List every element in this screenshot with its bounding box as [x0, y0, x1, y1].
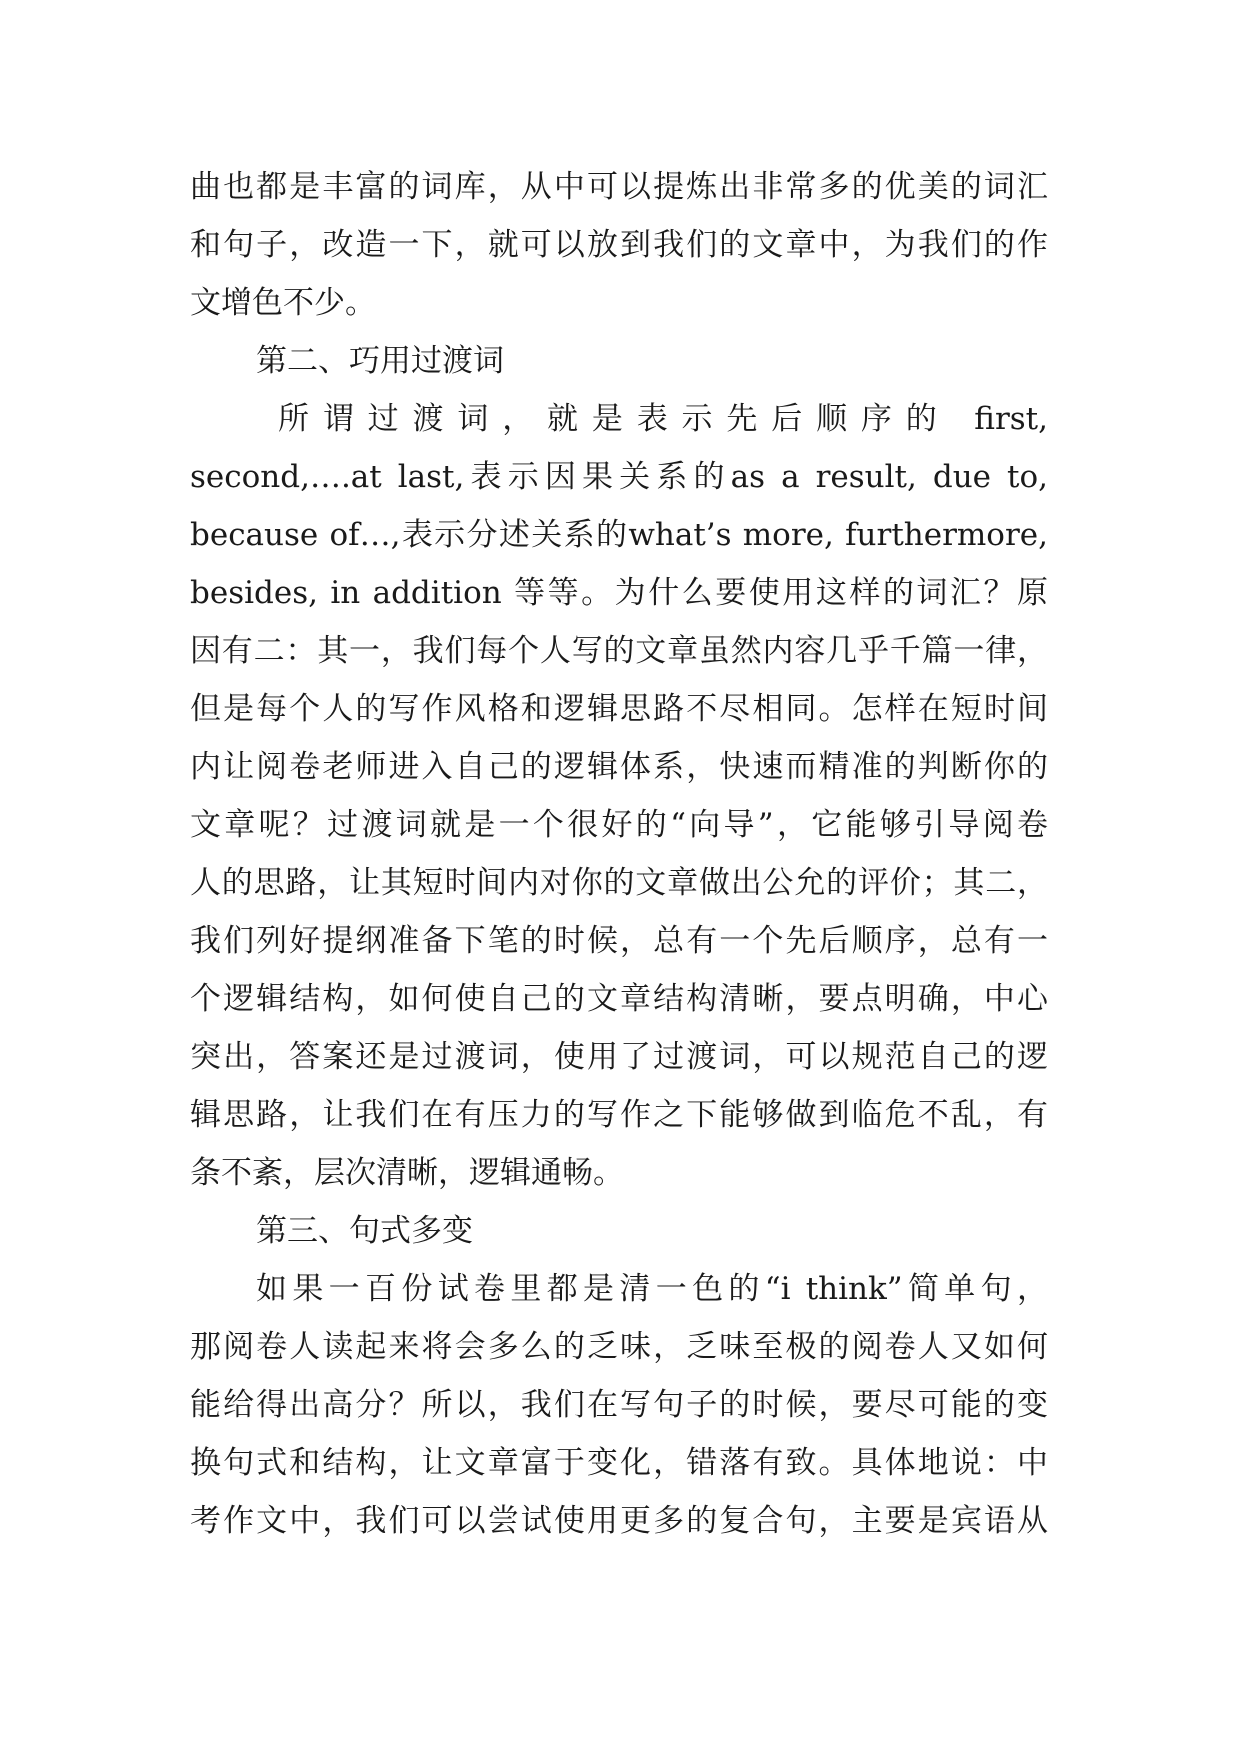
text-line: second,….at last,表示因果关系的as a result, due to, [190, 459, 1048, 495]
section-heading-3: 第三、句式多变 [256, 1213, 473, 1249]
text-line: 文增色不少。 [190, 285, 376, 321]
text-line: 但是每个人的写作风格和逻辑思路不尽相同。怎样在短时间 [190, 691, 1048, 727]
text-line: 辑思路，让我们在有压力的写作之下能够做到临危不乱，有 [190, 1097, 1048, 1133]
text-line: 和句子，改造一下，就可以放到我们的文章中，为我们的作 [190, 227, 1048, 263]
text-line: 所谓过渡词，就是表示先后顺序的 first, [278, 401, 1048, 437]
text-line: 文章呢？过渡词就是一个很好的“向导”，它能够引导阅卷 [190, 807, 1048, 843]
text-line: 换句式和结构，让文章富于变化，错落有致。具体地说：中 [190, 1445, 1048, 1481]
text-line: 因有二：其一，我们每个人写的文章虽然内容几乎千篇一律， [190, 633, 1048, 669]
text-line: 个逻辑结构，如何使自己的文章结构清晰，要点明确，中心 [190, 981, 1048, 1017]
text-line: 如果一百份试卷里都是清一色的“i think”简单句， [256, 1271, 1048, 1307]
text-line: because of…,表示分述关系的what’s more, furthermore, [190, 517, 1048, 553]
text-line: 人的思路，让其短时间内对你的文章做出公允的评价；其二， [190, 865, 1048, 901]
text-line: 条不紊，层次清晰，逻辑通畅。 [190, 1155, 624, 1191]
document-body [190, 158, 1048, 1550]
text-line: 能给得出高分？所以，我们在写句子的时候，要尽可能的变 [190, 1387, 1048, 1423]
text-line: 曲也都是丰富的词库，从中可以提炼出非常多的优美的词汇 [190, 169, 1048, 205]
text-line: 我们列好提纲准备下笔的时候，总有一个先后顺序，总有一 [190, 923, 1048, 959]
text-line: besides, in addition 等等。为什么要使用这样的词汇？原 [190, 575, 1048, 611]
text-line: 内让阅卷老师进入自己的逻辑体系，快速而精准的判断你的 [190, 749, 1048, 785]
text-line: 突出，答案还是过渡词，使用了过渡词，可以规范自己的逻 [190, 1039, 1048, 1075]
text-line: 考作文中，我们可以尝试使用更多的复合句，主要是宾语从 [190, 1503, 1048, 1539]
text-line: 那阅卷人读起来将会多么的乏味，乏味至极的阅卷人又如何 [190, 1329, 1048, 1365]
section-heading-2: 第二、巧用过渡词 [256, 343, 504, 379]
